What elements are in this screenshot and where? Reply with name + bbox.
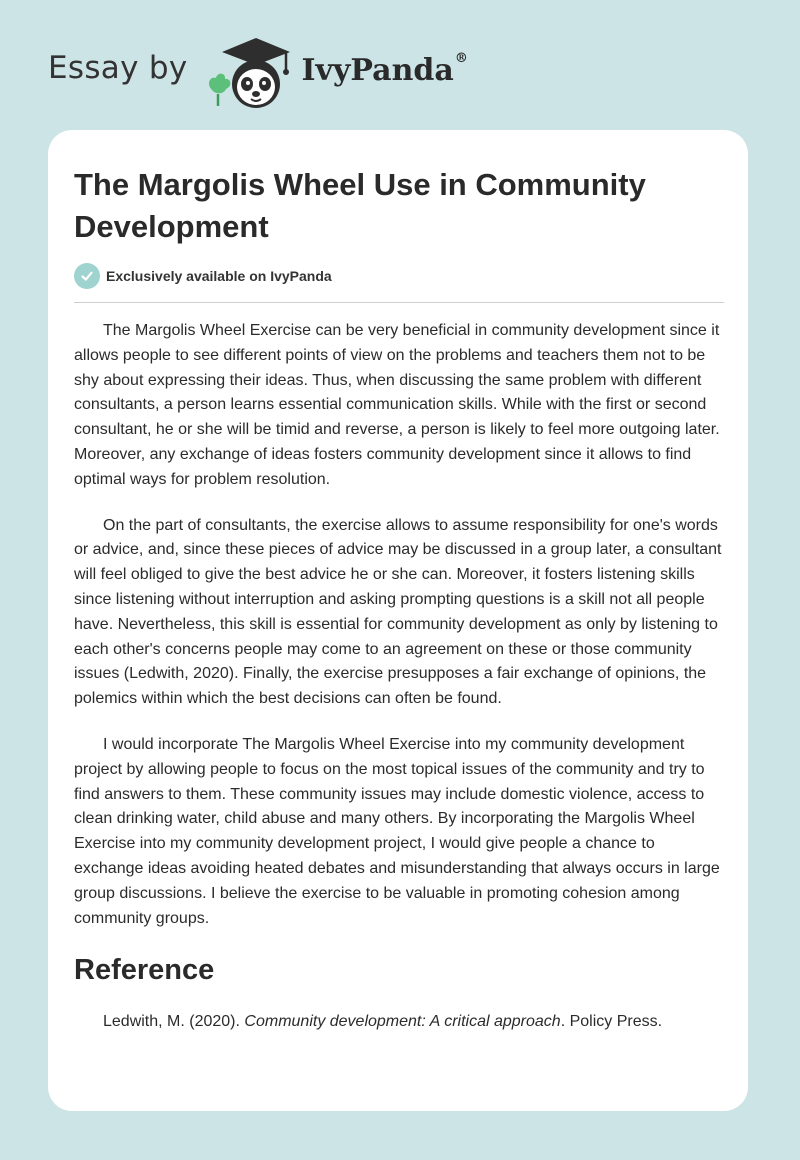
- essay-body: [74, 319, 724, 1056]
- registered-mark: ®: [454, 50, 468, 66]
- reference-author-year: Ledwith, M. (2020).: [103, 1013, 245, 1031]
- site-header: [48, 32, 468, 112]
- brand-name[interactable]: [301, 50, 468, 88]
- reference-title: Community development: A critical approach: [244, 1013, 561, 1031]
- essay-title: The Margolis Wheel Use in Community Development: [74, 167, 646, 244]
- reference-heading: Reference: [74, 954, 215, 987]
- brand-text: IvyPanda: [301, 52, 454, 88]
- paragraph-3: I would incorporate The Margolis Wheel Exercise into my community development project by allowing people to focus on the most topical issues of the community and try to find answers to them. These community issues may include domestic violence, access to clean drinking water, child abuse and many others. By incorporating the Margolis Wheel Exercise into my community development project, I would give people a chance to exchange ideas avoiding heated debates and misunderstanding that always occurs in large group discussions. I believe the exercise to be valuable in promoting cohesion among community groups.: [74, 735, 720, 927]
- ivypanda-logo-icon[interactable]: [202, 32, 298, 112]
- essay-card: [48, 130, 748, 1111]
- check-circle-icon: [74, 263, 100, 289]
- paragraph-1: The Margolis Wheel Exercise can be very beneficial in community development since it allows people to see different points of view on the problems and teachers them not to be shy about expressing their ideas. Thus, when discussing the same problem with different consultants, a person learns essential communication skills. While with the first or second consultant, he or she will be timid and reverse, a person is likely to feel more outgoing later. Moreover, any exchange of ideas fosters community development since it allows to find optimal ways for problem resolution.: [74, 322, 720, 488]
- reference-publisher: . Policy Press.: [560, 1013, 663, 1031]
- essay-by-label: Essay by: [48, 50, 188, 86]
- exclusive-badge: [74, 263, 332, 289]
- exclusive-badge-text: Exclusively available on IvyPanda: [106, 268, 332, 284]
- title-divider: [74, 302, 724, 303]
- reference-item: [74, 1010, 724, 1035]
- paragraph-2: On the part of consultants, the exercise allows to assume responsibility for one's words or advice, and, since these pieces of advice may be discussed in a group later, a consultant will feel obliged to give the best advice he or she can. Moreover, it fosters listening skills since listening without interruption and asking prompting questions is a skill not all people have. Nevertheless, this skill is essential for community development as only by listening to each other's concerns people may come to an agreement on these or those community issues (Ledwith, 2020). Finally, the exercise presupposes a fair exchange of opinions, the polemics within which the best decisions can often be found.: [74, 516, 722, 708]
